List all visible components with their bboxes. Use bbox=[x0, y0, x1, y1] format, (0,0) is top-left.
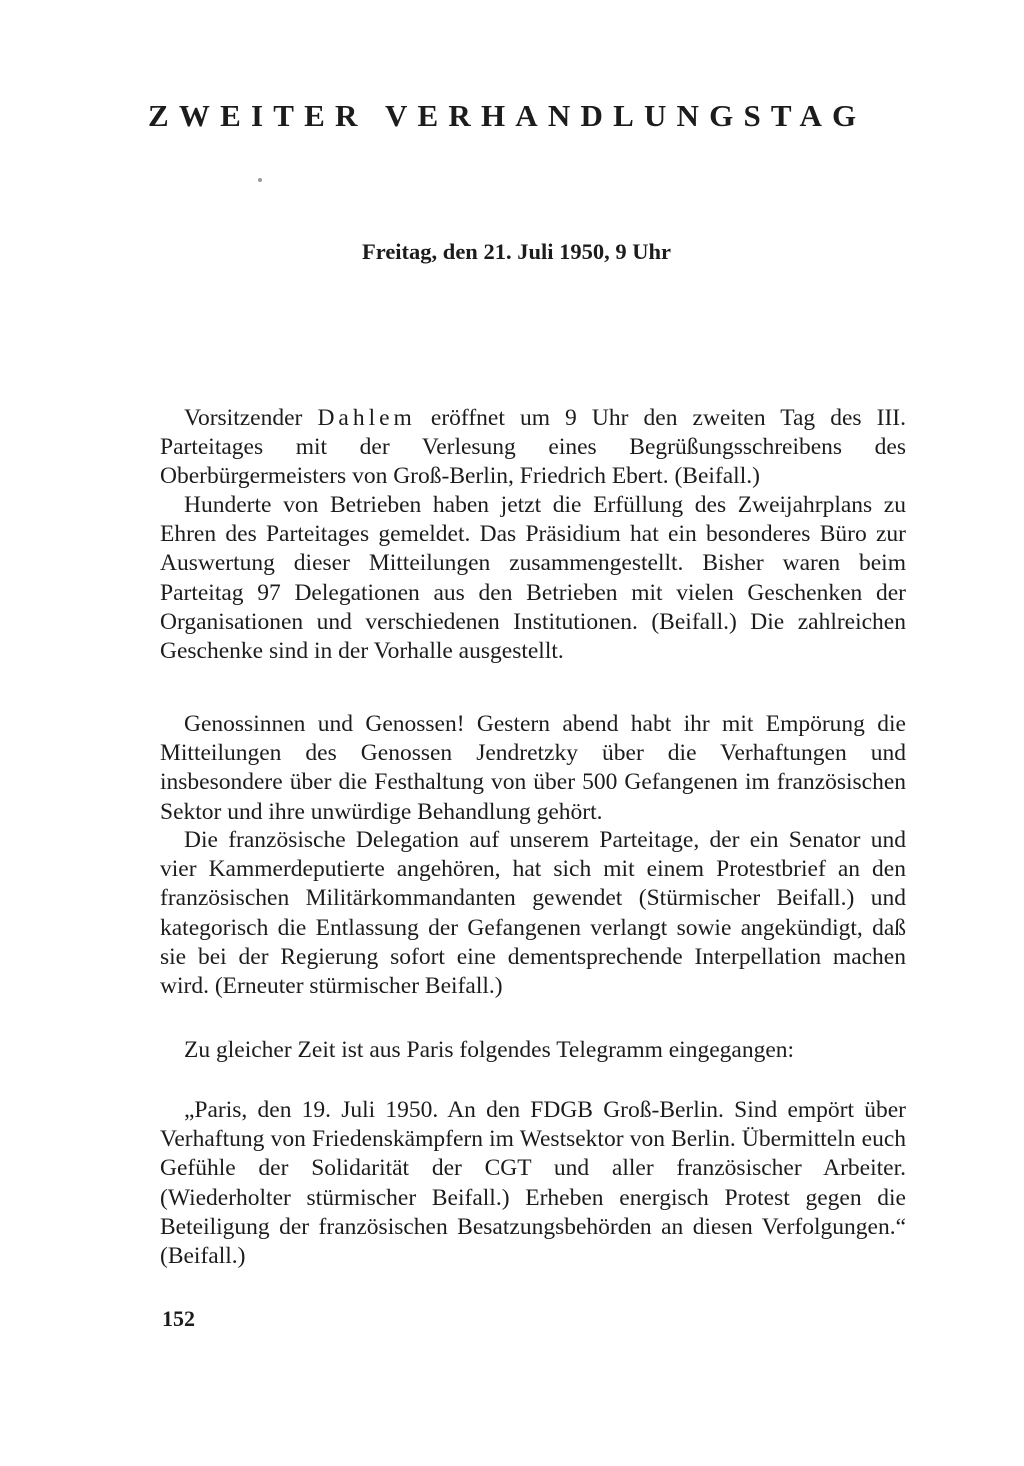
page-number: 152 bbox=[162, 1306, 195, 1331]
chairman-name: Dahlem bbox=[317, 405, 416, 431]
paragraph-arrests: Genossinnen und Genossen! Gestern abend habt ihr mit Empörung die Mitteilungen des Genossen Jendretzky über die Verhaftungen und insbesondere über die Festhaltung von über 500 Gefangenen im französischen Sektor und ihre unwürdige Behandlung gehört. bbox=[160, 711, 906, 825]
print-speck bbox=[258, 178, 262, 182]
paragraph-opening bbox=[160, 404, 906, 492]
chapter-heading: ZWEITER VERHANDLUNGSTAG bbox=[148, 98, 867, 133]
paragraph-business-reports: Hunderte von Betrieben haben jetzt die Erfüllung des Zweijahrplans zu Ehren des Parteitages gemeldet. Das Präsidium hat ein besonderes Büro zur Auswertung dieser Mitteilungen zusammengestellt. Bisher waren beim Parteitag 97 Delegationen aus den Betrieben mit vielen Geschenken der Organisationen und verschiedenen Institutionen. (Beifall.) Die zahlreichen Geschenke sind in der Vorhalle ausgestellt. bbox=[160, 492, 906, 665]
opening-text-before: Vorsitzender bbox=[184, 405, 318, 431]
opening-text-after: eröffnet um 9 Uhr den zweiten Tag des III. Parteitages mit der Verlesung eines Begrüßungsschreibens des Oberbürgermeisters von Groß-Berlin, Friedrich Ebert. (Beifall.) bbox=[160, 405, 907, 490]
telegram-quote: „Paris, den 19. Juli 1950. An den FDGB Groß-Berlin. Sind empört über Verhaftung von Friedenskämpfern im Westsektor von Berlin. Übermitteln euch Gefühle der Solidarität der CGT und aller französischer Arbeiter. (Wiederholter stürmischer Beifall.) Erheben energisch Protest gegen die Beteiligung der französischen Besatzungsbehörden an diesen Verfolgungen.“ (Beifall.) bbox=[160, 1097, 906, 1270]
paragraph-french-delegation: Die französische Delegation auf unserem Parteitage, der ein Senator und vier Kammerdeputierte angehören, hat sich mit einem Protestbrief an den französischen Militärkommandanten gewendet (Stürmischer Beifall.) und kategorisch die Entlassung der Gefangenen verlangt sowie angekündigt, daß sie bei der Regierung sofort eine dementsprechende Interpellation machen wird. (Erneuter stürmischer Beifall.) bbox=[160, 827, 906, 1000]
paragraph-telegram-intro: Zu gleicher Zeit ist aus Paris folgendes Telegramm eingegangen: bbox=[184, 1037, 795, 1063]
session-date: Freitag, den 21. Juli 1950, 9 Uhr bbox=[362, 239, 671, 264]
